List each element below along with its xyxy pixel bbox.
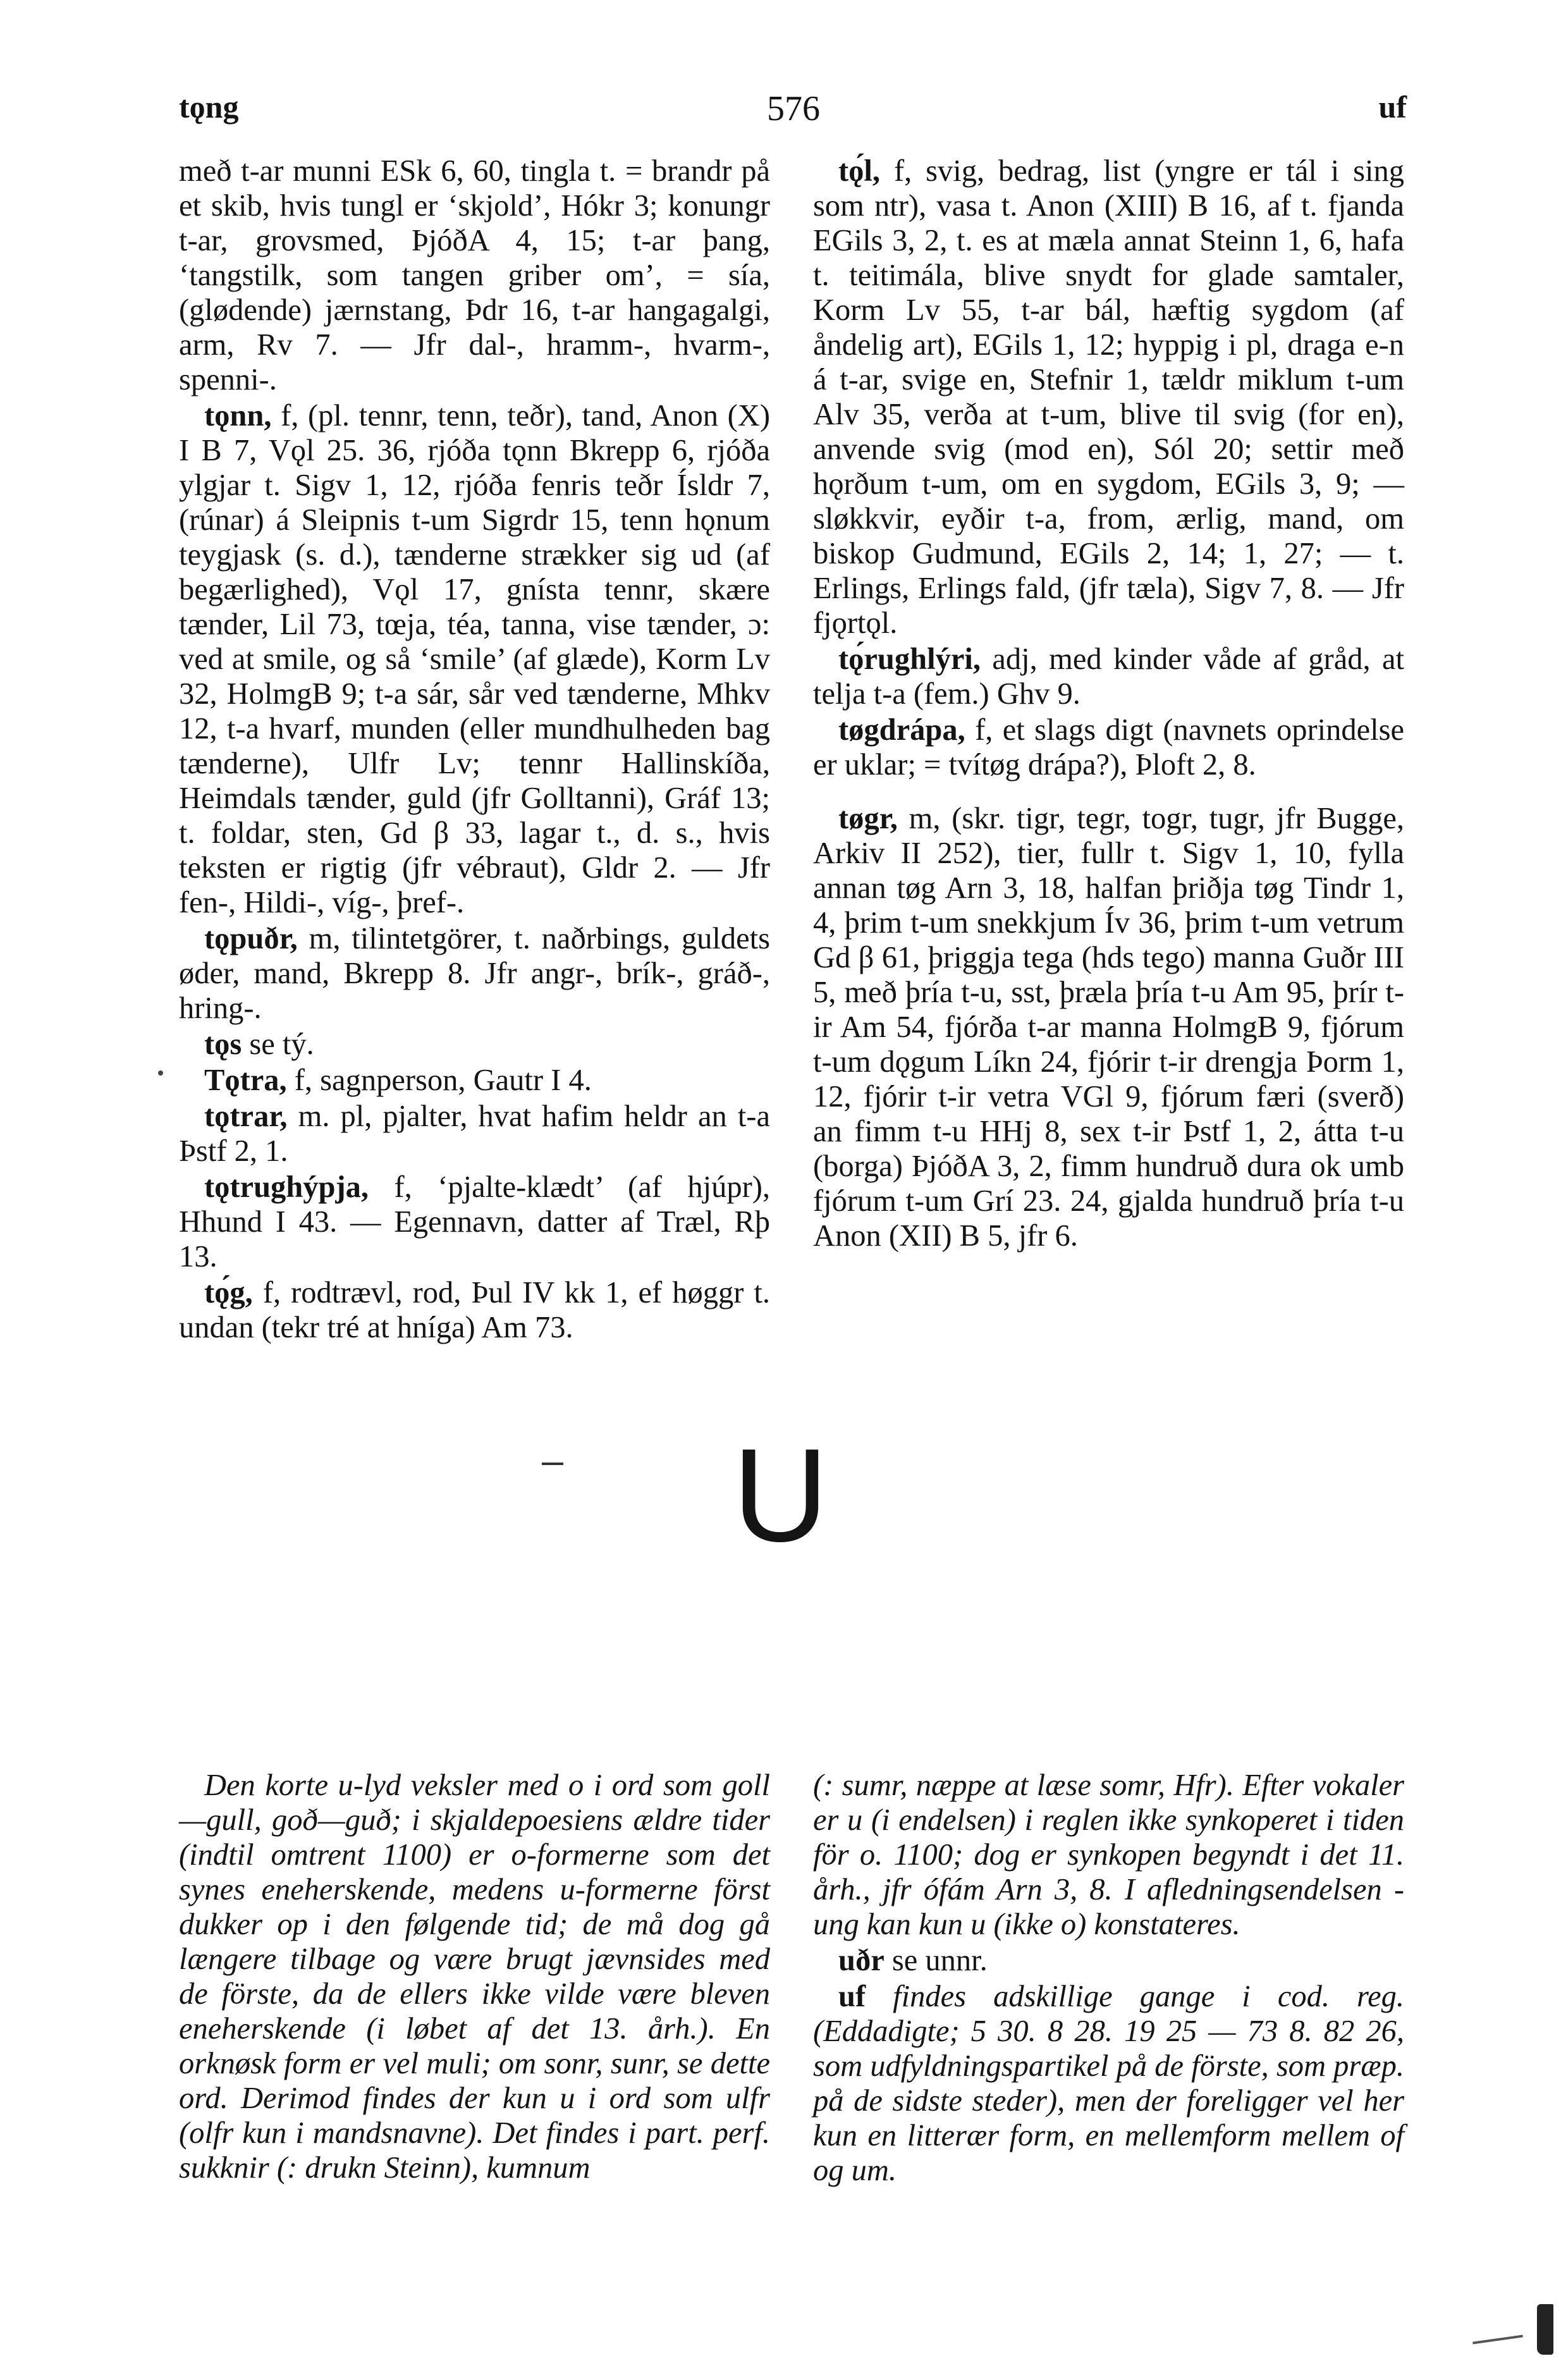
dictionary-entry xyxy=(179,1063,770,1098)
dictionary-entry xyxy=(179,921,770,1026)
entry-text: f, sagnperson, Gautr I 4. xyxy=(286,1064,592,1097)
dictionary-entry xyxy=(813,713,1404,782)
entry-text: f, svig, bedrag, list (yngre er tál i sing som ntr), vasa t. Anon (XIII) B 16, af t. fjanda EGils 3, 2, t. es at mæla annat Steinn 1, 6, hafa t. teitimála, blive snydt for glade samtaler, Korm Lv 55, t-ar bál, hæftig sygdom (af åndelig art), EGils 1, 12; hyppig i pl, draga e-n á t-ar, svige en, Stefnir 1, tældr miklum t-um Alv 35, verða at t-um, blive til svig (for en), anvende svig (mod en), Sól 20; settir með hǫrðum t-um, om en sygdom, EGils 3, 9; — sløkkvir, eyðir t-a, from, ærlig, mand, om biskop Gudmund, EGils 2, 14; 1, 27; — t. Erlings, Erlings fald, (jfr tæla), Sigv 7, 8. — Jfr fjǫrtǫl. xyxy=(813,154,1404,640)
dictionary-entry xyxy=(813,801,1404,1253)
headword: tǫ́g, xyxy=(204,1276,253,1310)
entry-text: f, (pl. tennr, tenn, teðr), tand, Anon (X) I B 7, Vǫl 25. 36, rjóða tǫnn Bkrepp 6, rjóða ylgjar t. Sigv 1, 12, rjóða fenris teðr Ísldr 7, (rúnar) á Sleipnis t-um Sigrdr 15, tenn hǫnum teygjask (s. d.), tænderne strækker sig ud (af begærlighed), Vǫl 17, gnísta tennr, skære tænder, Lil 73, tœja, téa, tanna, vise tænder, ɔ: ved at smile, og så ‘smile’ (af glæde), Korm Lv 32, HolmgB 9; t-a sár, sår ved tænderne, Mhkv 12, t-a hvarf, munden (eller mundhulheden bag tænderne), Ulfr Lv; tennr Hallinskíða, Heimdals tænder, guld (jfr Golltanni), Gráf 13; t. foldar, sten, Gd β 33, lagar t., d. s., hvis teksten er rigtig (jfr vébraut), Gldr 2. — Jfr fen-, Hildi-, víg-, þref-. xyxy=(179,399,770,919)
dictionary-entry xyxy=(179,1170,770,1274)
scan-artifact-mark xyxy=(1537,2304,1553,2355)
entry-text: m, tilintetgörer, t. naðrbings, guldets øder, mand, Bkrepp 8. Jfr angr-, brík-, gráð-, hring-. xyxy=(179,922,770,1025)
entry-text: se tý. xyxy=(242,1027,314,1061)
headword: tǫ́rughlýri, xyxy=(838,642,981,676)
entry-continuation xyxy=(179,154,770,397)
dictionary-entry xyxy=(179,398,770,920)
headword: tǫtrughýpja, xyxy=(204,1170,369,1204)
page-number: 576 xyxy=(767,89,820,128)
right-column xyxy=(813,154,1404,1253)
entry-text: se unnr. xyxy=(884,1944,988,1977)
section-letter: U xyxy=(732,1421,829,1569)
headword: tǫpuðr, xyxy=(204,922,298,955)
section-intro-right xyxy=(813,1768,1404,2188)
headword: tǫs xyxy=(204,1027,242,1061)
headword: tøgdrápa, xyxy=(838,713,965,747)
dictionary-entry xyxy=(813,642,1404,711)
entry-text: f, rodtrævl, rod, Þul IV kk 1, ef høggr t. undan (tekr tré at hníga) Am 73. xyxy=(179,1276,770,1344)
entry-text: m, (skr. tigr, tegr, togr, tugr, jfr Bugge, Arkiv II 252), tier, fullr t. Sigv 1, 10, fylla annan tøg Arn 3, 18, halfan þriðja tøg Tindr 1, 4, þrim t-um snekkjum Ív 36, þrim t-um vetrum Gd β 61, þriggja tega (hds tego) manna Guðr III 5, með þría t-u, sst, þræla þría t-u Am 95, þrír t-ir Am 54, fjórða t-ar manna HolmgB 9, fjórum t-um dǫgum Líkn 24, fjórir t-ir drengja Þorm 1, 12, fjórir t-ir vetra VGl 9, fjórum færi (sverð) an fimm t-u HHj 8, sex t-ir Þstf 1, 2, átta t-u (borga) ÞjóðA 3, 2, fimm hundruð dura ok umb fjórum t-um Grí 23. 24, gjalda hundruð þría t-u Anon (XII) B 5, jfr 6. xyxy=(813,802,1404,1253)
section-intro-text: Den korte u-lyd veksler med o i ord som goll—gull, goð—guð; i skjaldepoesiens ældre tider (indtil omtrent 1100) er o-formerne som det synes eneherskende, medens u-formerne först dukker op i den følgende tid; de må dog gå længere tilbage og være brugt jævnsides med de förste, da de ellers ikke vilde være bleven eneherskende (i løbet af det 13. årh.). En orknøsk form er vel muli; om sonr, sunr, se dette ord. Derimod findes der kun u i ord som ulfr (olfr kun i mandsnavne). Det findes i part. perf. sukknir (: drukn Steinn), kumnum xyxy=(179,1769,770,2185)
dictionary-entry xyxy=(179,1099,770,1169)
headword: tøgr, xyxy=(838,802,898,835)
dictionary-entry xyxy=(179,1027,770,1062)
entry-text: findes adskillige gange i cod. reg. (Eddadigte; 5 30. 8 28. 19 25 — 73 8. 82 26, som udfyldningspartikel på de förste, som præp. på de sidste steder), men der foreligger vel her kun en litterær form, en mellemform mellem of og um. xyxy=(813,1980,1404,2187)
section-intro-left xyxy=(179,1768,770,2185)
stray-dot xyxy=(158,1070,163,1076)
headword: tǫnn, xyxy=(204,399,272,432)
entry-text: f, ‘pjalte-klædt’ (af hjúpr), Hhund I 43. — Egennavn, datter af Træl, Rþ 13. xyxy=(179,1170,770,1273)
running-head-left: tǫng xyxy=(179,89,239,125)
headword: Tǫtra, xyxy=(204,1064,287,1097)
headword: tǫtrar, xyxy=(204,1100,288,1133)
headword: uðr xyxy=(838,1944,885,1977)
entry-text: f, et slags digt (navnets oprindelse er uklar; = tvítøg drápa?), Þloft 2, 8. xyxy=(813,713,1404,782)
dictionary-entry xyxy=(813,1943,1404,1978)
dictionary-entry xyxy=(813,1979,1404,2188)
left-column xyxy=(179,154,770,1345)
dictionary-entry xyxy=(813,154,1404,641)
dictionary-entry xyxy=(179,1275,770,1345)
entry-text: adj, med kinder våde af gråd, at telja t-a (fem.) Ghv 9. xyxy=(813,642,1404,711)
scan-artifact-line xyxy=(1472,2334,1523,2344)
running-head-right: uf xyxy=(1378,89,1407,125)
headword: uf xyxy=(838,1980,866,2013)
entry-text: með t-ar munni ESk 6, 60, tingla t. = brandr på et skib, hvis tungl er ‘skjold’, Hókr 3; konungr t-ar, grovsmed, ÞjóðA 4, 15; t-ar þang, ‘tangstilk, som tangen griber om’, = sía, (glødende) jærnstang, Þdr 16, t-ar hangagalgi, arm, Rv 7. — Jfr dal-, hramm-, hvarm-, spenni-. xyxy=(179,154,770,396)
entry-text: m. pl, pjalter, hvat hafim heldr an t-a Þstf 2, 1. xyxy=(179,1100,770,1168)
headword: tǫ́l, xyxy=(838,154,881,188)
section-intro-continuation: (: sumr, næppe at læse somr, Hfr). Efter vokaler er u (i endelsen) i reglen ikke synkoperet i tiden för o. 1100; dog er synkopen begyndt i det 11. årh., jfr ófám Arn 3, 8. I afledningsendelsen -ung kan kun u (ikke o) konstateres. xyxy=(813,1769,1404,1941)
